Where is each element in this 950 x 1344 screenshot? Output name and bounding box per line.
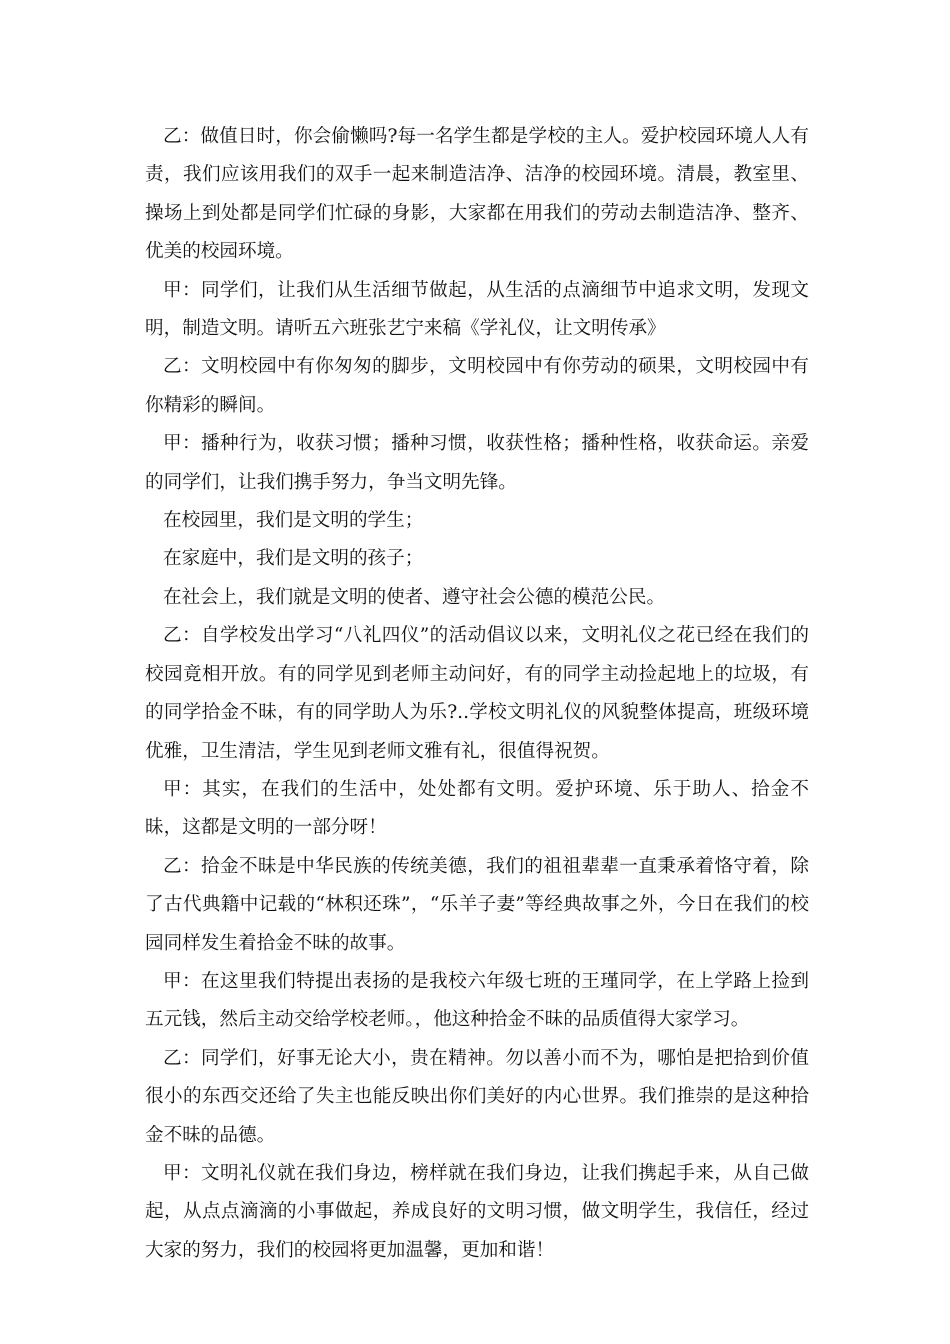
paragraph: 甲：其实，在我们的生活中，处处都有文明。爱护环境、乐于助人、拾金不昧，这都是文明的一部分呀！ bbox=[145, 778, 809, 839]
paragraph: 在校园里，我们是文明的学生； bbox=[163, 510, 424, 532]
paragraph: 在家庭中，我们是文明的孩子； bbox=[163, 548, 424, 570]
paragraph: 甲：播种行为，收获习惯；播种习惯，收获性格；播种性格，收获命运。亲爱的同学们，让我们携手努力，争当文明先锋。 bbox=[145, 433, 809, 493]
paragraph: 乙：同学们，好事无论大小，贵在精神。勿以善小而不为，哪怕是把拾到价值很小的东西交还给了失主也能反映出你们美好的内心世界。我们推崇的是这种拾金不昧的品德。 bbox=[145, 1047, 809, 1146]
paragraph: 甲：在这里我们特提出表扬的是我校六年级七班的王瑾同学，在上学路上捡到五元钱，然后主动交给学校老师。，他这种拾金不昧的品质值得大家学习。 bbox=[145, 970, 809, 1031]
paragraph: 乙：做值日时，你会偷懒吗?每一名学生都是学校的主人。爱护校园环境人人有责，我们应该用我们的双手一起来制造洁净、洁净的校园环境。清晨，教室里、操场上到处都是同学们忙碌的身影，大家都在用我们的劳动去制造洁净、整齐、优美的校园环境。 bbox=[145, 126, 809, 263]
paragraph: 甲：文明礼仪就在我们身边，榜样就在我们身边，让我们携起手来，从自己做起，从点点滴滴的小事做起，养成良好的文明习惯，做文明学生，我信任，经过大家的努力，我们的校园将更加温馨，更加和谐！ bbox=[145, 1162, 809, 1261]
document-body bbox=[145, 118, 809, 1270]
paragraph: 在社会上，我们就是文明的使者、遵守社会公德的模范公民。 bbox=[163, 586, 666, 608]
paragraph: 乙：拾金不昧是中华民族的传统美德，我们的祖祖辈辈一直秉承着恪守着，除了古代典籍中记载的“林积还珠”，“乐羊子妻”等经典故事之外，今日在我们的校园同样发生着拾金不昧的故事。 bbox=[145, 855, 809, 954]
paragraph: 乙：自学校发出学习“八礼四仪”的活动倡议以来，文明礼仪之花已经在我们的校园竟相开放。有的同学见到老师主动问好，有的同学主动捡起地上的垃圾，有的同学拾金不昧，有的同学助人为乐?..学校文明礼仪的风貌整体提高，班级环境优雅，卫生清洁，学生见到老师文雅有礼，很值得祝贺。 bbox=[145, 625, 809, 762]
paragraph: 乙：文明校园中有你匆匆的脚步，文明校园中有你劳动的硕果，文明校园中有你精彩的瞬间。 bbox=[145, 356, 809, 416]
paragraph: 甲：同学们，让我们从生活细节做起，从生活的点滴细节中追求文明，发现文明，制造文明。请听五六班张艺宁来稿《学礼仪，让文明传承》 bbox=[145, 279, 809, 340]
